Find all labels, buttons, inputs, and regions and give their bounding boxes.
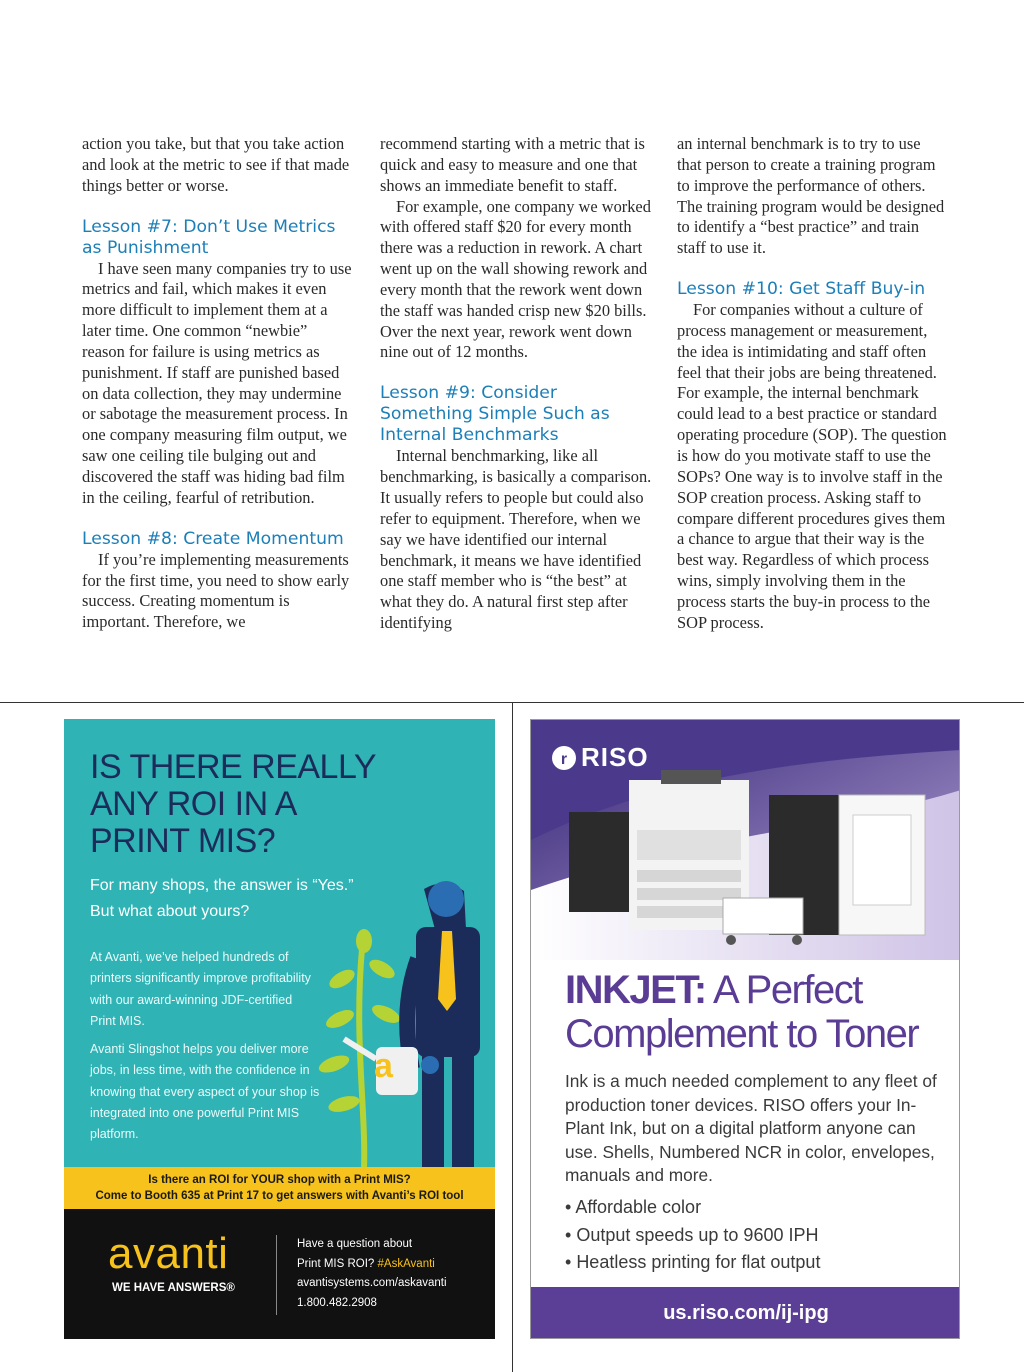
headline-bold: INKJET:: [565, 968, 706, 1012]
paragraph: For example, one company we worked with offered staff $20 for every month there was a reduction in rework. A chart went up on the wall showing rework and every month that the rework went down the staff was handed crisp new $20 bills. Over the next year, rework went down nine out of 12 months.: [380, 196, 651, 362]
contact-line: [297, 1255, 447, 1275]
contact-url-link[interactable]: avantisystems.com/askavanti: [297, 1277, 447, 1289]
article-column-3: [677, 134, 949, 634]
riso-logo-text: RISO: [581, 742, 649, 772]
lesson-7-heading: Lesson #7: Don’t Use Metrics as Punishment: [82, 216, 336, 258]
paragraph: For companies without a culture of process management or measurement, the idea is intimidating and staff often feel that their jobs are being threatened. For example, the internal benchmark could lead to a best practice or standard operating procedure (SOP). The question is how do you motivate staff to use the SOPs? One way is to involve staff in the SOP creation process. Asking staff to compare different procedures gives them a chance to argue that their way is the best way. Regardless of which process wins, simply involving them in the process starts the buy-in process to the SOP process.: [677, 300, 947, 632]
businessman-watering-plant-illustration: [304, 869, 494, 1169]
ad-footer: [64, 1209, 495, 1339]
feature-list: [565, 1194, 820, 1277]
avanti-logo: avanti: [108, 1229, 229, 1278]
ad-body-text: At Avanti, we’ve helped hundreds of printers significantly improve profitability with our award-winning JDF-certified Print MIS.: [90, 950, 311, 1028]
contact-text: Print MIS ROI?: [297, 1257, 375, 1270]
paragraph: Internal benchmarking, like all benchmarking, is basically a comparison. It usually refers to people but could also refer to equipment. Therefore, when we say we have identified our internal benchmark, it means we have identified one staff member who is “the best” at what they do. A natural first step after identifying: [380, 446, 652, 633]
riso-logo: [551, 742, 649, 773]
feature-item: • Heatless printing for flat output: [565, 1249, 820, 1277]
svg-text:r: r: [560, 750, 568, 768]
contact-block: [297, 1235, 447, 1313]
feature-item: • Output speeds up to 9600 IPH: [565, 1222, 820, 1250]
watering-can-logo: a: [374, 1047, 393, 1085]
avanti-tagline: WE HAVE ANSWERS®: [112, 1282, 235, 1294]
feature-item: • Affordable color: [565, 1194, 820, 1222]
ad-body-text: Avanti Slingshot helps you deliver more jobs, in less time, with the confidence in knowing that every aspect of your shop is integrated into one powerful Print MIS platform.: [90, 1042, 320, 1142]
band-line: Come to Booth 635 at Print 17 to get answers with Avanti’s ROI tool: [95, 1190, 464, 1202]
article-column-1: [82, 134, 354, 633]
lesson-8-heading: Lesson #8: Create Momentum: [82, 528, 344, 549]
hashtag-link[interactable]: #AskAvanti: [377, 1257, 435, 1270]
subhead-line: For many shops, the answer is “Yes.”: [90, 877, 354, 894]
ad-headline: [565, 968, 955, 1056]
paragraph: action you take, but that you take action and look at the metric to see if that made things better or worse.: [82, 134, 350, 195]
lesson-10-heading: Lesson #10: Get Staff Buy-in: [677, 279, 926, 300]
riso-advertisement[interactable]: [530, 719, 960, 1339]
riso-emblem-icon: [551, 745, 577, 771]
contact-phone: 1.800.482.2908: [297, 1296, 377, 1309]
paragraph: I have seen many companies try to use metrics and fail, which makes it even more difficult to implement them at a later time. One common “newbie” reason for failure is using metrics as punishment. If staff are punished based on data collection, they may undermine or sabotage the measurement process. In one company measuring film output, we saw one ceiling tile bulging out and discovered the staff was hiding bad film in the ceiling, fearful of retribution.: [82, 258, 352, 507]
lesson-9-heading: Lesson #9: Consider Something Simple Such as Internal Benchmarks: [380, 383, 610, 446]
riso-url-link[interactable]: us.riso.com/ij-ipg: [531, 1287, 960, 1339]
ad-headline: IS THERE REALLY ANY ROI IN A PRINT MIS?: [90, 748, 376, 860]
vertical-divider: [512, 703, 513, 1372]
band-line: Is there an ROI for YOUR shop with a Print MIS?: [148, 1174, 411, 1186]
paragraph: If you’re implementing measurements for the first time, you need to show early success. Creating momentum is important. Therefore, we: [82, 549, 350, 632]
article-column-2: [380, 134, 652, 634]
subhead-line: But what about yours?: [90, 903, 250, 920]
avanti-advertisement[interactable]: [64, 719, 495, 1339]
headline-rest: A Perfect Complement to Toner: [565, 968, 919, 1056]
ad-body-text: Ink is a much needed complement to any fleet of production toner devices. RISO offers your In-Plant Ink, but on a digital platform anyone can use. Shells, Numbered NCR in color, envelopes, manuals and more.: [565, 1071, 937, 1185]
contact-line: Have a question about: [297, 1238, 413, 1250]
paragraph: an internal benchmark is to try to use that person to create a training program to improve the performance of others. The training program would be designed to identify a “best practice” and train staff to use it.: [677, 134, 945, 258]
footer-divider: [276, 1235, 277, 1315]
paragraph: recommend starting with a metric that is quick and easy to measure and one that shows an immediate benefit to staff.: [380, 134, 645, 195]
ad-callout-band: [64, 1167, 495, 1209]
